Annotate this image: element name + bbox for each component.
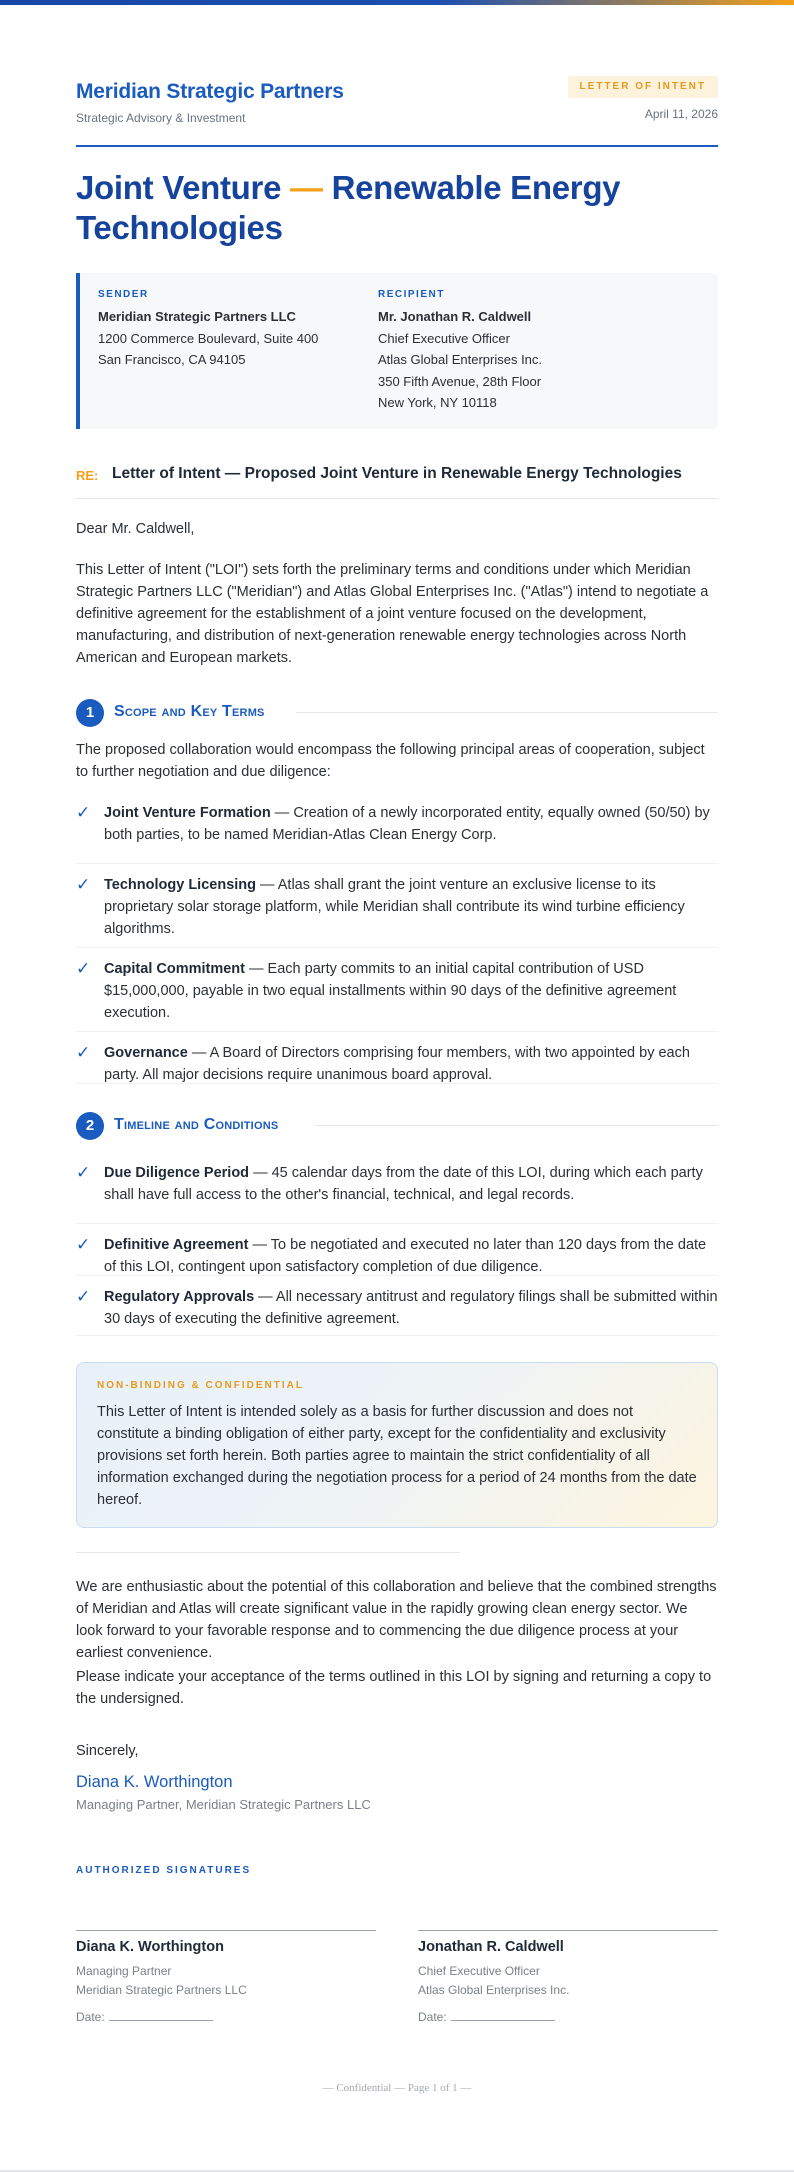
closing-paragraph: We are enthusiastic about the potential of this collaboration and believe that the combined strengths of Meridian and Atlas will create significant value in the rapidly growing clean energy sector. We look forward to your favorable response and to commencing the due diligence process at your earliest convenience. — [76, 1579, 717, 1661]
subject-text: Letter of Intent — Proposed Joint Venture in Renewable Energy Technologies — [112, 465, 682, 482]
term: Due Diligence Period — [104, 1165, 250, 1181]
term-description: — Each party commits to an initial capital contribution of USD $15,000,000, payable in two equal installments within 90 days of the definitive agreement execution. — [104, 961, 677, 1021]
section-number-badge: 2 — [76, 1112, 104, 1140]
sender-label: SENDER — [98, 289, 149, 300]
intro-paragraph: This Letter of Intent ("LOI") sets forth the preliminary terms and conditions under which Meridian Strategic Partners LLC ("Meridian") and Atlas Global Enterprises Inc. ("Atlas") intend to negotiate a definitive agreement for the establishment of a joint venture focused on the development, manufacturing, and distribution of next-generation renewable energy technologies across North American and European markets. — [76, 562, 709, 666]
signatory-org: Atlas Global Enterprises Inc. — [418, 1983, 570, 1997]
section-number-badge: 1 — [76, 699, 104, 727]
date-label: Date: — [418, 2010, 447, 2024]
header-divider — [76, 145, 718, 147]
signer-title: Managing Partner, Meridian Strategic Partners LLC — [76, 1797, 371, 1812]
list-item — [76, 1032, 718, 1084]
sender-address-line: 1200 Commerce Boulevard, Suite 400 — [98, 330, 319, 346]
letter-date: April 11, 2026 — [644, 107, 718, 121]
closing-divider — [76, 1552, 460, 1553]
recipient-line: Atlas Global Enterprises Inc. — [378, 352, 543, 367]
recipient-name: Mr. Jonathan R. Caldwell — [378, 309, 532, 324]
list-item-text — [104, 1042, 718, 1086]
salutation: Dear Mr. Caldwell, — [76, 521, 195, 537]
letterhead — [76, 76, 718, 148]
list-item — [76, 802, 718, 864]
list-item-text — [104, 874, 718, 940]
checkmark-icon: ✓ — [76, 1287, 91, 1306]
term: Definitive Agreement — [104, 1237, 249, 1253]
date-field — [76, 2010, 213, 2024]
signatory-name: Jonathan R. Caldwell — [418, 1939, 564, 1955]
sender-name: Meridian Strategic Partners LLC — [98, 309, 296, 324]
confidentiality-notice — [76, 1362, 718, 1528]
term: Regulatory Approvals — [104, 1289, 255, 1305]
term: Governance — [104, 1045, 188, 1061]
checkmark-icon: ✓ — [76, 1235, 91, 1254]
list-item-text — [104, 1234, 718, 1278]
signatures-heading: AUTHORIZED SIGNATURES — [76, 1865, 252, 1876]
date-label: Date: — [76, 2010, 105, 2024]
date-blank-line — [451, 2010, 555, 2021]
recipient-line: Chief Executive Officer — [378, 330, 510, 346]
brand-name: Meridian Strategic Partners — [76, 80, 344, 103]
signature-block-recipient — [418, 1930, 718, 2024]
term-description: — Creation of a newly incorporated entity, equally owned (50/50) by both parties, to be named Meridian-Atlas Clean Energy Corp. — [104, 805, 710, 843]
closing-line: Sincerely, — [76, 1743, 139, 1759]
page-footer: — Confidential — Page 1 of 1 — — [322, 2082, 472, 2094]
subject-line — [76, 463, 718, 499]
recipient-block — [378, 288, 542, 414]
checkmark-icon: ✓ — [76, 1043, 91, 1062]
date-field — [418, 2010, 555, 2024]
checkmark-icon: ✓ — [76, 875, 91, 894]
term-description: — 45 calendar days from the date of this LOI, during which each party shall have full access to the other's financial, technical, and legal records. — [104, 1165, 703, 1203]
checkmark-icon: ✓ — [76, 803, 91, 822]
signer-name: Diana K. Worthington — [76, 1773, 233, 1791]
term-description: — A Board of Directors comprising four members, with two appointed by each party. All major decisions require unanimous board approval. — [104, 1045, 690, 1083]
page-title — [76, 168, 718, 248]
list-item — [76, 948, 718, 1032]
closing-paragraph: Please indicate your acceptance of the terms outlined in this LOI by signing and returning a copy to the undersigned. — [76, 1669, 712, 1707]
section-2-header — [76, 1112, 718, 1140]
list-item — [76, 1162, 718, 1224]
sender-block — [98, 288, 318, 371]
signatory-org: Meridian Strategic Partners LLC — [76, 1983, 247, 1997]
list-item-text — [104, 958, 718, 1024]
list-item-text — [104, 1286, 718, 1330]
recipient-line: New York, NY 10118 — [378, 395, 497, 410]
list-item-text — [104, 1162, 718, 1206]
recipient-line: 350 Fifth Avenue, 28th Floor — [378, 373, 542, 389]
recipient-label: RECIPIENT — [378, 289, 445, 300]
date-blank-line — [109, 2010, 213, 2021]
notice-label: NON-BINDING & CONFIDENTIAL — [97, 1380, 304, 1391]
term-description: — To be negotiated and executed no later than 120 days from the date of this LOI, contingent upon satisfactory completion of due diligence. — [104, 1237, 707, 1275]
checkmark-icon: ✓ — [76, 959, 91, 978]
section-title: Scope and Key Terms — [114, 703, 265, 720]
checkmark-icon: ✓ — [76, 1163, 91, 1182]
section-1-header — [76, 699, 718, 727]
signatory-role: Managing Partner — [76, 1964, 172, 1978]
top-accent-bar — [0, 0, 794, 5]
section-title: Timeline and Conditions — [114, 1116, 279, 1133]
signatory-role: Chief Executive Officer — [418, 1964, 540, 1978]
term-description: — Atlas shall grant the joint venture an exclusive license to its proprietary solar storage platform, while Meridian shall contribute its wind turbine efficiency algorithms. — [104, 877, 685, 937]
list-item — [76, 864, 718, 948]
title-part-1: Joint Venture — [76, 169, 282, 206]
term: Capital Commitment — [104, 961, 245, 977]
section-1-intro: The proposed collaboration would encompass the following principal areas of cooperation, subject to further negotiation and due diligence: — [76, 742, 705, 780]
term-description: — All necessary antitrust and regulatory filings shall be submitted within 30 days of executing the definitive agreement. — [104, 1289, 718, 1327]
title-dash: — — [290, 169, 323, 206]
signatory-name: Diana K. Worthington — [76, 1939, 224, 1955]
signature-block-sender — [76, 1930, 376, 2024]
parties-box — [76, 273, 718, 429]
section-rule — [296, 712, 718, 713]
list-item-text — [104, 802, 718, 846]
notice-text: This Letter of Intent is intended solely as a basis for further discussion and does not constitute a binding obligation of either party, except for the confidentiality and exclusivity provisions set forth herein. Both parties agree to maintain the strict confidentiality of all information exchanged during the negotiation process for a period of 24 months from the date hereof. — [97, 1404, 697, 1508]
document-type-badge: LETTER OF INTENT — [568, 76, 718, 98]
list-item — [76, 1276, 718, 1336]
section-rule — [316, 1125, 718, 1126]
subject-label: RE: — [76, 468, 99, 483]
title-part-2: Renewable Energy Technologies — [76, 169, 621, 246]
sender-address-line: San Francisco, CA 94105 — [98, 352, 246, 367]
term: Joint Venture Formation — [104, 805, 271, 821]
list-item — [76, 1224, 718, 1276]
brand-tagline: Strategic Advisory & Investment — [76, 111, 246, 125]
term: Technology Licensing — [104, 877, 256, 893]
